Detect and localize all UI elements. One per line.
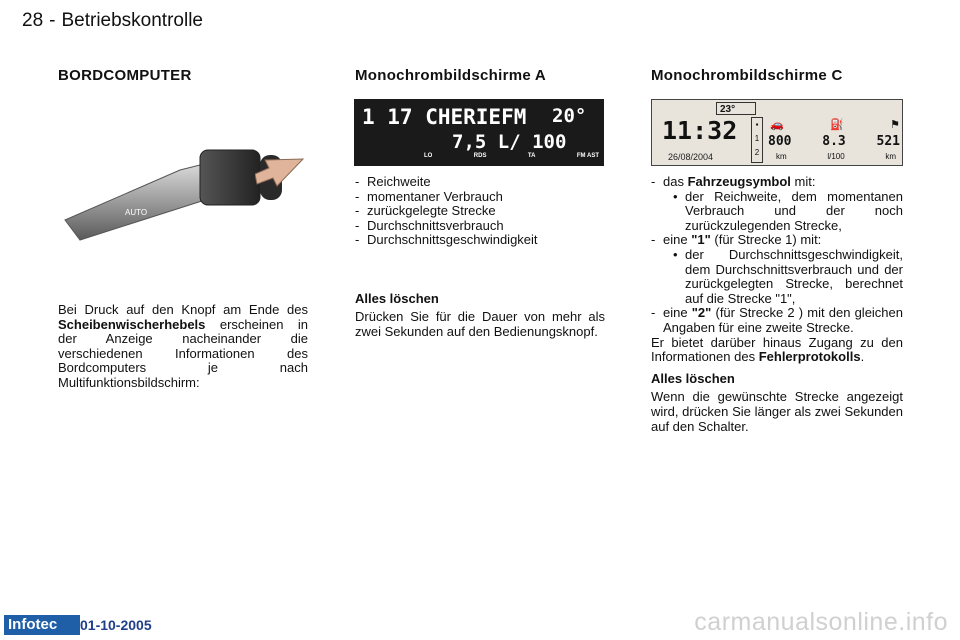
display-c-units: km l/100 km: [776, 152, 896, 161]
display-c-temp: 23°: [716, 102, 756, 115]
col3-extra: Er bietet darüber hinaus Zugang zu den Informationen des Fehlerprotokolls.: [651, 334, 903, 365]
col2-reset-title: Alles löschen: [355, 291, 439, 306]
display-c-icons: [770, 118, 900, 131]
section-title: Betriebskontrolle: [61, 10, 203, 31]
car-icon: 🚗: [770, 119, 784, 131]
header-separator: -: [49, 10, 56, 31]
col1-title: BORDCOMPUTER: [58, 67, 192, 84]
flag-icon: ⚑: [890, 119, 900, 131]
page-number: 28: [22, 10, 44, 31]
col3-body: [651, 175, 903, 434]
display-a-consumption: 7,5 L/ 100: [452, 131, 567, 153]
display-c-values: 800 8.3 521: [768, 134, 900, 149]
list-item: - zurückgelegte Strecke: [355, 204, 605, 219]
col3-reset-title: Alles löschen: [651, 370, 735, 386]
list-item: - Reichweite: [355, 175, 605, 190]
col1-paragraph: Bei Druck auf den Knopf am Ende des Scheibenwischerhebels erscheinen in der Anzeige nacheinander die verschiedenen Informationen des Bordcomputers je nach Multifunktionsbildschirm:: [58, 302, 308, 390]
col2-reset-text: Drücken Sie für die Dauer von mehr als zwei Sekunden auf den Bedienungsknopf.: [355, 309, 605, 339]
list-item: - momentaner Verbrauch: [355, 190, 605, 205]
list-item: - eine "2" (für Strecke 2 ) mit den gleichen Angaben für eine zweite Strecke.: [651, 306, 903, 335]
col3-reset-text: Wenn die gewünschte Strecke angezeigt wird, drücken Sie länger als zwei Sekunden auf den Schalter.: [651, 389, 903, 434]
display-c: [651, 99, 903, 166]
svg-text:AUTO: AUTO: [125, 208, 148, 217]
display-c-date: 26/08/2004: [668, 152, 714, 162]
watermark: carmanualsonline.info: [694, 608, 948, 636]
footer-date: 01-10-2005: [80, 617, 152, 633]
fuel-icon: ⛽: [830, 119, 844, 131]
list-item: - Durchschnittsgeschwindigkeit: [355, 233, 605, 248]
col3-title: Monochrombildschirme C: [651, 67, 843, 84]
display-a-labels: LO RDS TA FM AST: [424, 153, 599, 159]
list-item: - das Fahrzeugsymbol mit: • der Reichweite, dem momentanen Verbrauch und der noch zurückzulegenden Strecke,: [651, 175, 903, 233]
page-header: [22, 10, 209, 32]
col2-title: Monochrombildschirme A: [355, 67, 547, 84]
display-a-line1: 1 17 CHERIEFM: [362, 105, 527, 129]
display-a-temp: 20°: [552, 105, 587, 127]
col2-list: [355, 175, 605, 248]
display-c-trip-selector: ▪ 1 2: [751, 117, 763, 163]
list-item: - Durchschnittsverbrauch: [355, 219, 605, 234]
infotec-logo: Infotec: [4, 615, 80, 635]
list-item: - eine "1" (für Strecke 1) mit: • der Durchschnittsgeschwindigkeit, dem Durchschnittsverbrauch und der zurückgelegten Strecke, berechnet auf die Strecke "1",: [651, 233, 903, 306]
display-c-time: 11:32: [662, 116, 738, 145]
press-arrow-icon: [255, 154, 305, 190]
display-a: [354, 99, 604, 166]
